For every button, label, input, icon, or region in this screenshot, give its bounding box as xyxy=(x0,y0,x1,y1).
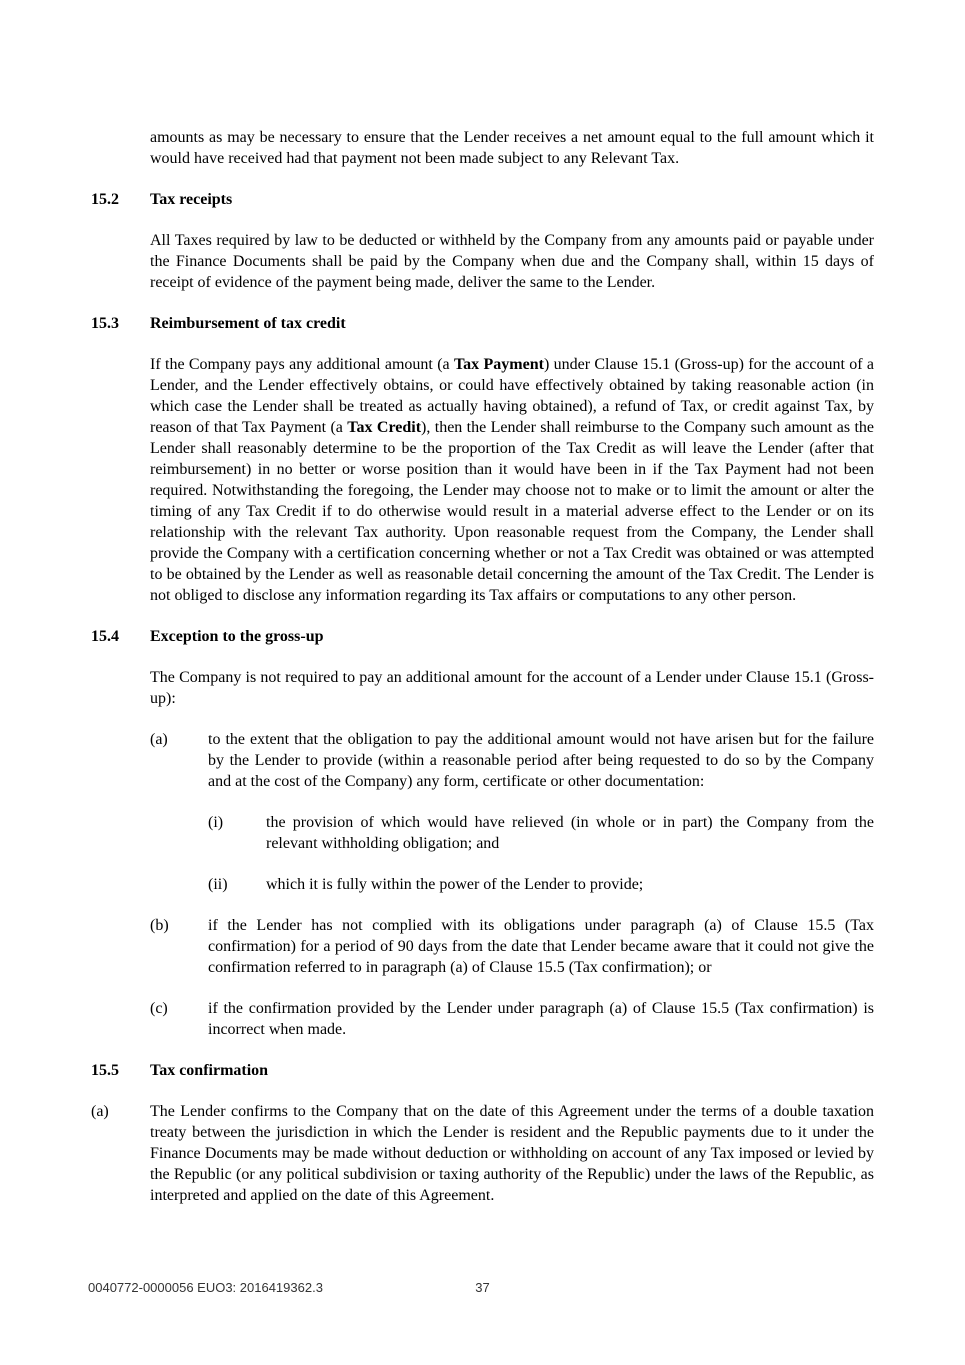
paragraph-reimbursement xyxy=(150,354,874,606)
text-segment: ) under Clause 15.1 (Gross-up) for the account of a Lender, and the Lender effectively obtains, or could have effectively obtained by taking reasonable action (in which case the Lender shall be treated as actually having obtained), a refund of Tax, or credit against Tax, by reason of that Tax Payment (a xyxy=(150,356,875,436)
clause-heading-15-5 xyxy=(91,1060,874,1081)
item-label: (a) xyxy=(91,1103,109,1120)
list-item-a-confirmation xyxy=(91,1101,874,1206)
list-subitem-i xyxy=(208,812,874,854)
clause-heading-15-4 xyxy=(91,626,874,647)
paragraph-exception-intro: The Company is not required to pay an additional amount for the account of a Lender under Clause 15.1 (Gross-up): xyxy=(150,669,874,707)
item-label: (b) xyxy=(150,917,169,934)
clause-heading-15-2 xyxy=(91,189,874,210)
text-segment: If the Company pays any additional amount (a xyxy=(150,356,454,373)
clause-number: 15.4 xyxy=(91,628,119,645)
clause-number: 15.2 xyxy=(91,191,119,208)
paragraph-tax-receipts: All Taxes required by law to be deducted or withheld by the Company from any amounts paid or payable under the Finance Documents shall be paid by the Company when due and the Company shall, within 15 days of receipt of evidence of the payment being made, deliver the same to the Lender. xyxy=(150,232,874,291)
clause-title: Tax receipts xyxy=(150,191,233,208)
paragraph-continuation: amounts as may be necessary to ensure that the Lender receives a net amount equal to the full amount which it would have received had that payment not been made subject to any Relevant Tax. xyxy=(150,129,874,167)
list-item-a xyxy=(150,729,874,792)
bold-defined-term: Tax Payment xyxy=(453,356,544,373)
list-item-b xyxy=(150,915,874,978)
clause-number: 15.3 xyxy=(91,315,119,332)
bold-defined-term: Tax Credit xyxy=(347,419,422,436)
clause-title: Tax confirmation xyxy=(150,1062,269,1079)
clause-title: Reimbursement of tax credit xyxy=(150,315,346,332)
clause-number: 15.5 xyxy=(91,1062,119,1079)
page-footer xyxy=(0,1280,965,1296)
clause-heading-15-3 xyxy=(91,313,874,334)
item-label: (c) xyxy=(150,1000,168,1017)
page-content xyxy=(91,127,874,1226)
document-reference: 0040772-0000056 EUO3: 2016419362.3 xyxy=(88,1280,323,1295)
item-text: to the extent that the obligation to pay the additional amount would not have arisen but for the failure by the Lender to provide (within a reasonable period after being requested to do so by the Company and at the cost of the Company) any form, certificate or other documentation: xyxy=(208,731,874,790)
item-text: the provision of which would have relieved (in whole or in part) the Company from the relevant withholding obligation; and xyxy=(266,814,874,852)
item-label: (ii) xyxy=(208,876,228,893)
list-subitem-ii xyxy=(208,874,874,895)
item-text: which it is fully within the power of the Lender to provide; xyxy=(266,876,644,893)
page-number: 37 xyxy=(475,1280,490,1295)
item-text: if the confirmation provided by the Lender under paragraph (a) of Clause 15.5 (Tax confirmation) is incorrect when made. xyxy=(208,1000,874,1038)
list-item-c xyxy=(150,998,874,1040)
item-label: (a) xyxy=(150,731,168,748)
text-segment: ), then the Lender shall reimburse to the Company such amount as the Lender shall reasonably determine to be the proportion of the Tax Credit as will leave the Lender (after that reimbursement) in no better or worse position than it would have been in if the Tax Payment had not been required. Notwithstanding the foregoing, the Lender may choose not to make or to limit the amount or alter the timing of any Tax Credit if to do otherwise would result in a material adverse effect to the Lender or on its relationship with the relevant Tax authority. Upon reasonable request from the Company, the Lender shall provide the Company with a certification concerning whether or not a Tax Credit was obtained or was attempted to be obtained by the Lender as well as reasonable detail concerning the amount of the Tax Credit. The Lender is not obliged to disclose any information regarding its Tax affairs or computations to any other person. xyxy=(150,419,875,604)
item-text: if the Lender has not complied with its obligations under paragraph (a) of Clause 15.5 (Tax confirmation) for a period of 90 days from the date that Lender became aware that it could not give the confirmation referred to in paragraph (a) of Clause 15.5 (Tax confirmation); or xyxy=(208,917,874,976)
item-label: (i) xyxy=(208,814,224,831)
clause-title: Exception to the gross-up xyxy=(150,628,324,645)
item-text: The Lender confirms to the Company that on the date of this Agreement under the terms of a double taxation treaty between the jurisdiction in which the Lender is resident and the Republic payments due to it under the Finance Documents may be made without deduction or withholding on account of any Tax imposed or levied by the Republic (or any political subdivision or taxing authority of the Republic) under the laws of the Republic, as interpreted and applied on the date of this Agreement. xyxy=(150,1103,874,1204)
